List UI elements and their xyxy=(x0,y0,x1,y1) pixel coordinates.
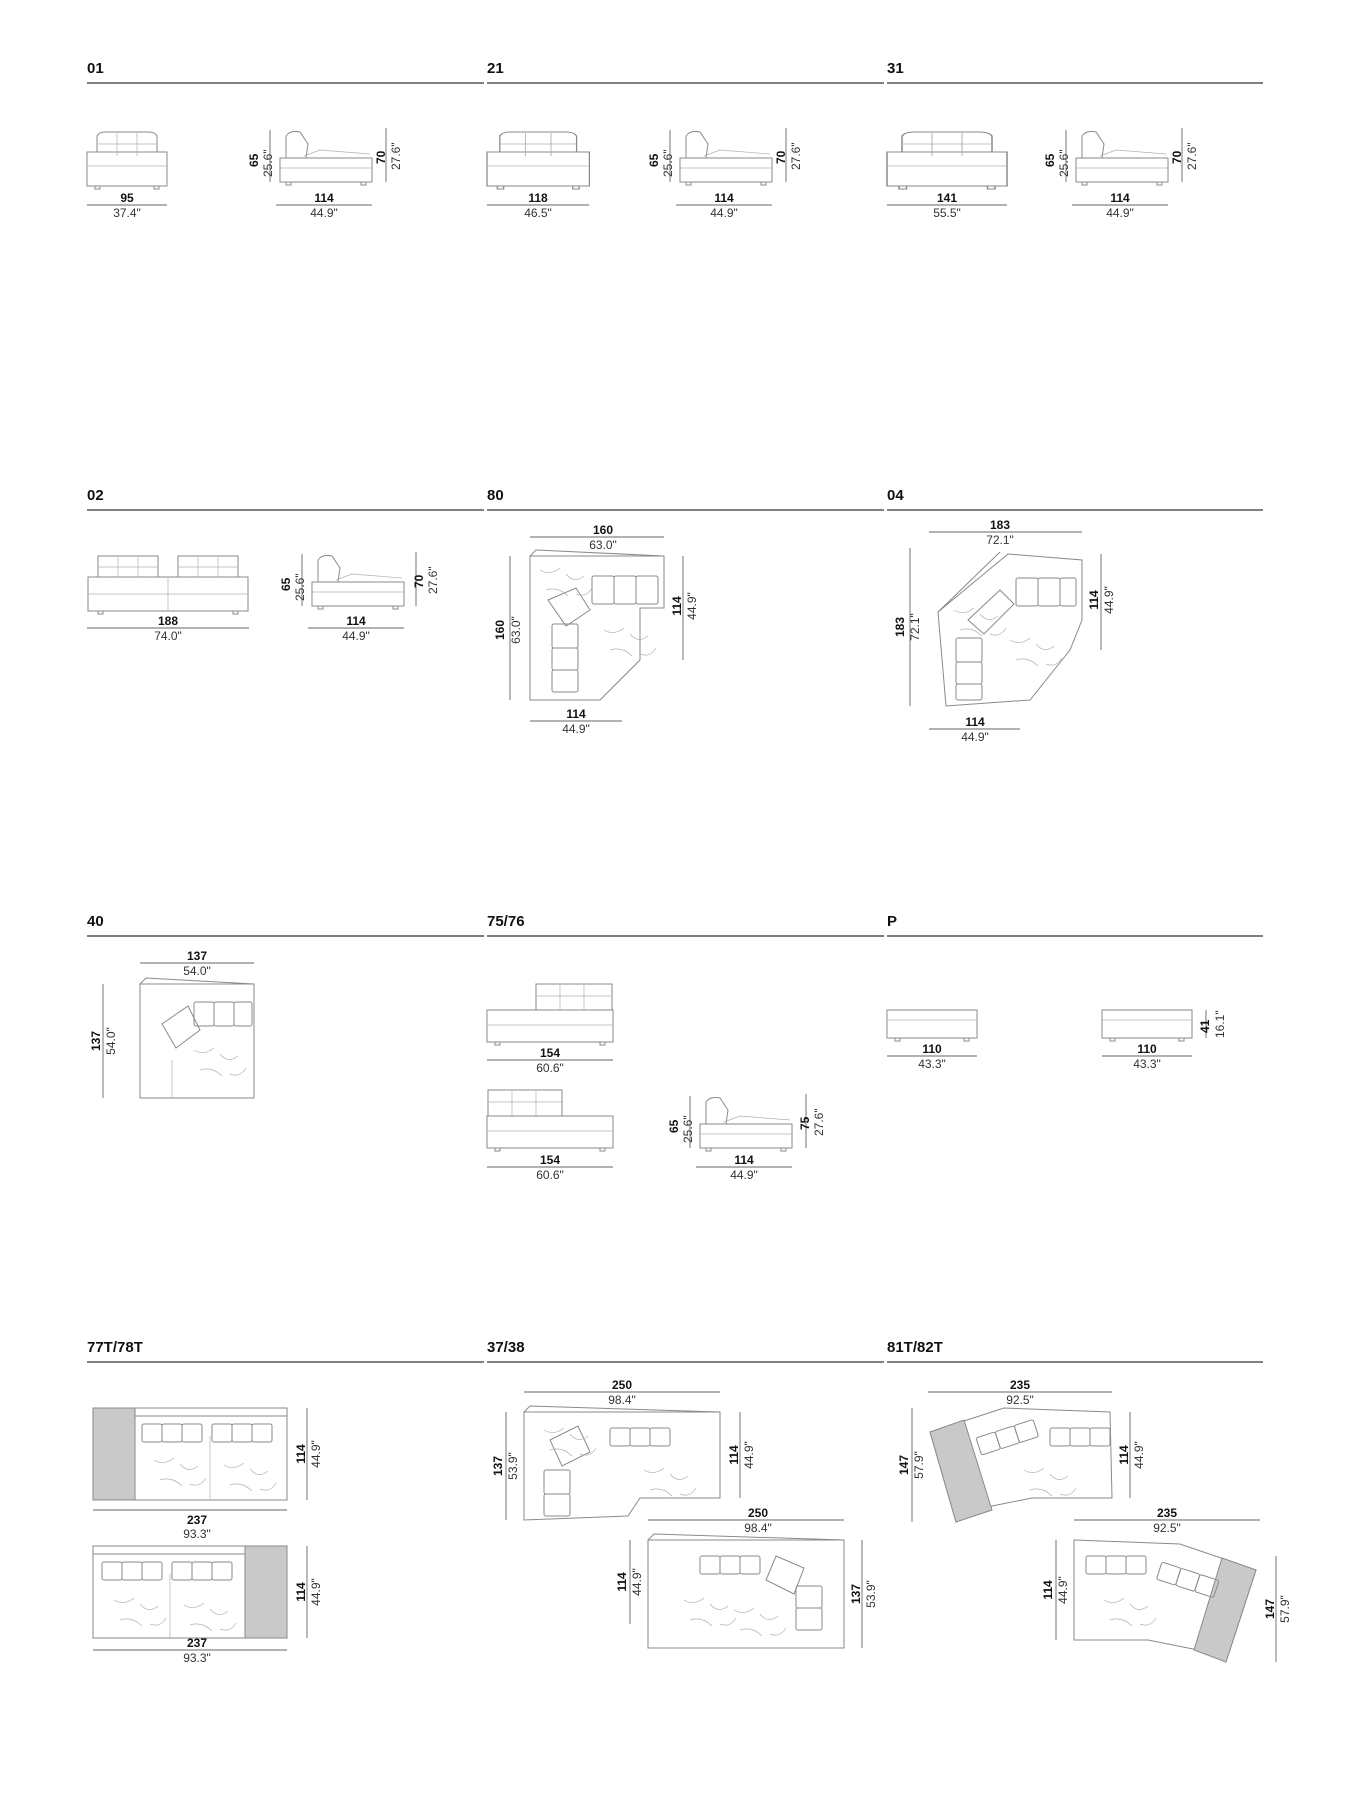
top-cm: 183 xyxy=(989,518,1011,532)
left-cm: 114 xyxy=(615,1572,629,1592)
right-in: 57.9" xyxy=(1278,1595,1292,1623)
seat-cm: 65 xyxy=(1043,153,1057,167)
top-cm: 137 xyxy=(186,949,208,963)
width-cm: 237 xyxy=(186,1636,208,1650)
depth-in: 44.9" xyxy=(310,206,338,220)
seat-in: 25.6" xyxy=(661,149,675,177)
module-77T-78T xyxy=(87,1339,484,1665)
height-cm: 41 xyxy=(1198,1019,1212,1033)
plan-view-a xyxy=(491,1378,756,1520)
side-view xyxy=(279,552,440,643)
left-in: 72.1" xyxy=(908,613,922,641)
depth-cm: 114 xyxy=(294,1582,308,1602)
width-cm: 141 xyxy=(936,191,958,205)
seat-in: 25.6" xyxy=(261,149,275,177)
width-cm: 237 xyxy=(186,1513,208,1527)
plan-view xyxy=(493,523,699,736)
depth-in: 44.9" xyxy=(309,1440,323,1468)
height-cm: 75 xyxy=(798,1116,812,1130)
depth-in: 44.9" xyxy=(309,1578,323,1606)
height-cm: 70 xyxy=(412,574,426,588)
sofa-front-drawing xyxy=(887,132,1007,189)
sofa-side-drawing xyxy=(680,132,772,186)
height-in: 16.1" xyxy=(1213,1010,1227,1038)
width-cm: 250 xyxy=(747,1506,769,1520)
height-in: 27.6" xyxy=(789,142,803,170)
width-in: 92.5" xyxy=(1153,1521,1181,1535)
front-view xyxy=(887,132,1007,220)
left-in: 57.9" xyxy=(912,1451,926,1479)
side-table-drawing xyxy=(245,1546,287,1638)
plan-view xyxy=(89,949,254,1098)
sofa-front-drawing xyxy=(487,1010,613,1042)
left-in: 53.9" xyxy=(506,1452,520,1480)
module-code: 04 xyxy=(887,487,904,504)
seat-cm: 65 xyxy=(279,577,293,591)
sofa-side-drawing xyxy=(700,1098,792,1152)
width-in: 92.5" xyxy=(1006,1393,1034,1407)
front-view xyxy=(487,132,589,220)
left-in: 63.0" xyxy=(509,616,523,644)
width-in: 93.3" xyxy=(183,1651,211,1665)
module-81T-82T xyxy=(887,1339,1292,1662)
side-view xyxy=(667,1094,826,1182)
right-in: 44.9" xyxy=(742,1441,756,1469)
front-view-chaise-left xyxy=(487,1090,613,1182)
width-in: 74.0" xyxy=(154,629,182,643)
depth-cm: 114 xyxy=(294,1444,308,1464)
height-cm: 70 xyxy=(774,150,788,164)
sofa-plan-drawing xyxy=(938,554,1082,706)
width-cm: 154 xyxy=(539,1046,561,1060)
module-code: 75/76 xyxy=(487,913,525,930)
sofa-plan-drawing xyxy=(140,984,254,1098)
sofa-side-drawing xyxy=(312,556,404,610)
front-view-chaise-right xyxy=(487,984,613,1075)
left-in: 44.9" xyxy=(1056,1576,1070,1604)
right-in: 44.9" xyxy=(1102,586,1116,614)
module-31 xyxy=(887,60,1263,220)
right-cm: 137 xyxy=(849,1583,863,1605)
ottoman-side-view xyxy=(1102,1010,1227,1071)
left-cm: 137 xyxy=(491,1455,505,1477)
module-40 xyxy=(87,913,484,1098)
height-cm: 70 xyxy=(1170,150,1184,164)
module-code: 37/38 xyxy=(487,1339,525,1356)
width-cm: 118 xyxy=(528,191,548,205)
width-cm: 110 xyxy=(1137,1042,1157,1056)
module-code: 01 xyxy=(87,60,104,77)
height-in: 27.6" xyxy=(389,142,403,170)
front-view xyxy=(87,132,167,220)
plan-view-b xyxy=(1041,1506,1292,1662)
width-in: 37.4" xyxy=(113,206,141,220)
width-in: 60.6" xyxy=(536,1061,564,1075)
top-cm: 160 xyxy=(592,523,614,537)
right-cm: 114 xyxy=(727,1445,741,1465)
right-in: 44.9" xyxy=(685,592,699,620)
width-cm: 235 xyxy=(1156,1506,1178,1520)
width-in: 55.5" xyxy=(933,206,961,220)
module-code: P xyxy=(887,913,898,930)
sofa-front-drawing xyxy=(487,132,589,189)
module-02 xyxy=(87,487,484,643)
module-code: 80 xyxy=(487,487,504,504)
height-in: 27.6" xyxy=(426,566,440,594)
bottom-cm: 114 xyxy=(566,707,586,721)
sofa-plan-drawing xyxy=(530,556,664,700)
left-cm: 183 xyxy=(893,616,907,638)
width-cm: 95 xyxy=(120,191,134,205)
right-in: 53.9" xyxy=(864,1580,878,1608)
width-cm: 250 xyxy=(611,1378,633,1392)
depth-cm: 114 xyxy=(346,614,366,628)
depth-cm: 114 xyxy=(714,191,734,205)
module-code: 81T/82T xyxy=(887,1339,943,1356)
module-37-38 xyxy=(487,1339,884,1648)
seat-in: 25.6" xyxy=(1057,149,1071,177)
left-in: 44.9" xyxy=(630,1568,644,1596)
depth-in: 44.9" xyxy=(342,629,370,643)
width-cm: 235 xyxy=(1009,1378,1031,1392)
ottoman-drawing xyxy=(1102,1010,1192,1038)
side-view xyxy=(1043,128,1199,220)
width-in: 93.3" xyxy=(183,1527,211,1541)
plan-view-b xyxy=(615,1506,878,1648)
width-cm: 110 xyxy=(922,1042,942,1056)
depth-in: 44.9" xyxy=(1106,206,1134,220)
module-80 xyxy=(487,487,884,736)
ottoman-view xyxy=(887,1010,977,1071)
side-table-drawing xyxy=(93,1408,135,1500)
height-in: 27.6" xyxy=(812,1108,826,1136)
module-21 xyxy=(487,60,884,220)
right-cm: 147 xyxy=(1263,1598,1277,1620)
height-cm: 70 xyxy=(374,150,388,164)
bottom-in: 44.9" xyxy=(562,722,590,736)
module-code: 31 xyxy=(887,60,904,77)
width-in: 46.5" xyxy=(524,206,552,220)
depth-in: 44.9" xyxy=(730,1168,758,1182)
width-in: 43.3" xyxy=(918,1057,946,1071)
sofa-side-drawing xyxy=(280,132,372,186)
side-view xyxy=(647,128,803,220)
bottom-in: 44.9" xyxy=(961,730,989,744)
ottoman-drawing xyxy=(887,1010,977,1038)
sofa-side-drawing xyxy=(1076,132,1168,186)
depth-in: 44.9" xyxy=(710,206,738,220)
depth-cm: 114 xyxy=(314,191,334,205)
front-view xyxy=(87,556,249,643)
right-cm: 114 xyxy=(670,596,684,616)
plan-view xyxy=(893,518,1116,744)
right-cm: 114 xyxy=(1117,1445,1131,1465)
top-in: 54.0" xyxy=(183,964,211,978)
plan-view-table-left xyxy=(93,1408,323,1541)
module-01 xyxy=(87,60,484,220)
sofa-front-drawing xyxy=(87,132,167,189)
depth-cm: 114 xyxy=(734,1153,754,1167)
module-code: 21 xyxy=(487,60,504,77)
module-code: 02 xyxy=(87,487,104,504)
width-in: 98.4" xyxy=(744,1521,772,1535)
bottom-cm: 114 xyxy=(965,715,985,729)
left-in: 54.0" xyxy=(104,1027,118,1055)
height-in: 27.6" xyxy=(1185,142,1199,170)
seat-in: 25.6" xyxy=(293,573,307,601)
seat-in: 25.6" xyxy=(681,1115,695,1143)
width-in: 60.6" xyxy=(536,1168,564,1182)
seat-cm: 65 xyxy=(647,153,661,167)
module-P xyxy=(887,913,1263,1071)
right-cm: 114 xyxy=(1087,590,1101,610)
depth-cm: 114 xyxy=(1110,191,1130,205)
top-in: 72.1" xyxy=(986,533,1014,547)
plan-view-a xyxy=(897,1378,1146,1522)
module-04 xyxy=(887,487,1263,744)
plan-view-table-right xyxy=(93,1546,323,1665)
module-75-76 xyxy=(487,913,884,1182)
module-code: 40 xyxy=(87,913,104,930)
seat-cm: 65 xyxy=(247,153,261,167)
width-in: 98.4" xyxy=(608,1393,636,1407)
side-view xyxy=(247,128,403,220)
left-cm: 160 xyxy=(493,619,507,641)
width-in: 43.3" xyxy=(1133,1057,1161,1071)
right-in: 44.9" xyxy=(1132,1441,1146,1469)
sofa-front-drawing xyxy=(487,1116,613,1148)
left-cm: 114 xyxy=(1041,1580,1055,1600)
left-cm: 147 xyxy=(897,1454,911,1476)
seat-cm: 65 xyxy=(667,1119,681,1133)
module-code: 77T/78T xyxy=(87,1339,143,1356)
left-cm: 137 xyxy=(89,1030,103,1052)
width-cm: 154 xyxy=(539,1153,561,1167)
top-in: 63.0" xyxy=(589,538,617,552)
width-cm: 188 xyxy=(157,614,179,628)
